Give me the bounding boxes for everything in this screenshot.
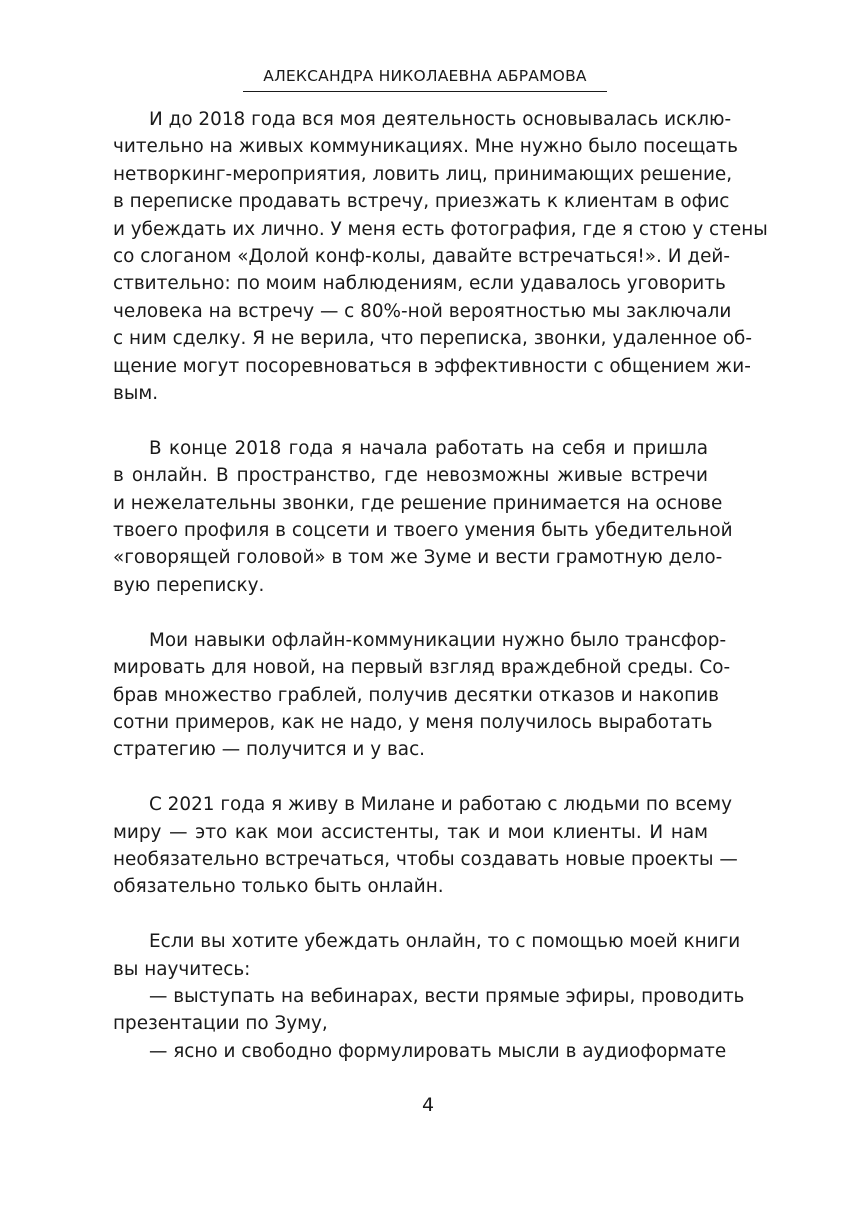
- text-line: ствительно: по моим наблюдениям, если удавалось уговорить: [113, 273, 726, 295]
- list-item: [113, 983, 745, 1038]
- text-line: необязательно встречаться, чтобы создавать новые проекты —: [113, 848, 738, 870]
- body-text: [113, 106, 768, 1065]
- text-line: С 2021 года я живу в Милане и работаю с людьми по всему: [149, 794, 732, 816]
- text-line: в онлайн. В пространство, где невозможны живые встречи: [113, 465, 708, 487]
- text-line: и нежелательны звонки, где решение принимается на основе: [113, 492, 723, 514]
- page-number: 4: [421, 1094, 435, 1116]
- text-line: «говорящей головой» в том же Зуме и вести грамотную дело-: [113, 547, 723, 569]
- text-line: — выступать на вебинарах, вести прямые эфиры, проводить: [149, 985, 745, 1007]
- text-line: стратегию — получится и у вас.: [113, 739, 426, 761]
- header-rule: [243, 91, 607, 92]
- text-line: чительно на живых коммуникациях. Мне нужно было посещать: [113, 136, 738, 158]
- text-line: человека на встречу — с 80%-ной вероятностью мы заключали: [113, 300, 732, 322]
- text-line: обязательно только быть онлайн.: [113, 876, 444, 898]
- text-line: вую переписку.: [113, 574, 265, 596]
- text-line: Мои навыки офлайн-коммуникации нужно было трансфор-: [149, 629, 727, 651]
- text-line: твоего профиля в соцсети и твоего умения быть убедительной: [113, 520, 733, 542]
- text-line: вым.: [113, 383, 159, 405]
- text-line: щение могут посоревноваться в эффективности с общением жи-: [113, 355, 751, 377]
- text-line: с ним сделку. Я не верила, что переписка, звонки, удаленное об-: [113, 328, 752, 350]
- text-line: миру — это как мои ассистенты, так и мои клиенты. И нам: [113, 821, 708, 843]
- text-line: В конце 2018 года я начала работать на себя и пришла: [149, 437, 708, 459]
- text-line: брав множество граблей, получив десятки отказов и накопив: [113, 684, 719, 706]
- text-line: И до 2018 года вся моя деятельность основывалась исклю-: [149, 109, 732, 130]
- paragraph: [113, 928, 741, 983]
- paragraph: [113, 791, 738, 901]
- paragraph: [113, 435, 733, 599]
- running-header: АЛЕКСАНДРА НИКОЛАЕВНА АБРАМОВА: [263, 67, 587, 85]
- text-line: мировать для новой, на первый взгляд враждебной среды. Со-: [113, 657, 731, 679]
- text-line: вы научитесь:: [113, 958, 251, 980]
- paragraph: [113, 106, 768, 407]
- text-line: — ясно и свободно формулировать мысли в аудиоформате: [149, 1040, 727, 1062]
- list-item: [113, 1038, 727, 1065]
- text-line: презентации по Зуму,: [113, 1013, 328, 1035]
- paragraph: [113, 627, 731, 764]
- text-line: нетворкинг-мероприятия, ловить лиц, принимающих решение,: [113, 163, 733, 185]
- text-line: сотни примеров, как не надо, у меня получилось выработать: [113, 711, 713, 733]
- text-line: в переписке продавать встречу, приезжать к клиентам в офис: [113, 191, 730, 213]
- text-line: со слоганом «Долой конф-колы, давайте встречаться!». И дей-: [113, 246, 730, 268]
- text-line: и убеждать их лично. У меня есть фотография, где я стою у стены: [113, 218, 768, 240]
- text-line: Если вы хотите убеждать онлайн, то с помощью моей книги: [149, 931, 741, 953]
